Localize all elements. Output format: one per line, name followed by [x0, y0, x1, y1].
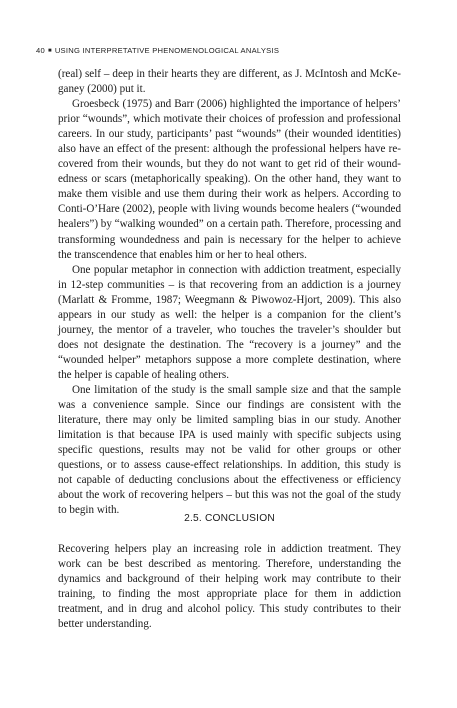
paragraph-limitations: One limitation of the study is the small sample size and that the sample was a convenience sample. Since our findings are consistent with the literature, there may only be limited sampling bias in our study. Another limitation is that because IPA is used mainly with specific subjects using specific questions, results may not be valid for other groups or other questions, or to assess cause-effect relationships. In addition, this study is not capable of deducting conclusions about the effectiveness or efficiency about the work of recovering helpers – but this was not the goal of the study to begin with.	[58, 383, 401, 517]
paragraph-wounds: Groesbeck (1975) and Barr (2006) highlighted the importance of helpers’ prior “wounds”, which motivate their choices of profession and professional careers. In our study, participants’ past “wounds” (their wounded identities) also have an effect of the present: although the professional helpers have recovered from their wounds, but they do not want to get rid of their woundedness or scars (metaphorically speaking). On the other hand, they want to make them visible and use them during their work as helpers. According to Conti-O’Hare (2002), people with living wounds become healers (“wounded healers”) by “walking wounded” on a certain path. Therefore, processing and transforming woundedness and pain is necessary for the helper to achieve the transcendence that enables him or her to heal others.	[58, 98, 401, 261]
running-title: USING INTERPRETATIVE PHENOMENOLOGICAL ANALYSIS	[54, 46, 280, 55]
paragraph-journey-metaphor: One popular metaphor in connection with addiction treatment, especially in 12-step communities – is that recovering from an addiction is a journey (Marlatt & Fromme, 1987; Weegmann & Piwowoz-Hjort, 2009). This also appears in our study as well: the helper is a companion for the client’s journey, the mentor of a traveler, who touches the traveler’s shoulder but does not designate the destination. The “recovery is a journey” and the “wounded helper” metaphors suppose a more complete destination, where the helper is capable of healing others.	[58, 263, 401, 381]
paragraph-conclusion: Recovering helpers play an increasing role in addiction treatment. They work can be best described as mentoring. Therefore, understanding the dynamics and background of their helping work may contribute to their training, to finding the most appropriate place for them in addiction treatment, and in drug and alcohol policy. This study contributes to their better understanding.	[58, 543, 401, 631]
paragraph-continuation: (real) self – deep in their hearts they are different, as J. McIntosh and McKeganey (2000) put it.	[58, 68, 401, 96]
running-header	[36, 46, 279, 55]
section-heading: 2.5. CONCLUSION	[184, 513, 275, 524]
header-separator: ■	[47, 48, 52, 54]
body-text	[58, 67, 401, 518]
page-number: 40	[36, 46, 45, 55]
conclusion-text	[58, 542, 401, 632]
